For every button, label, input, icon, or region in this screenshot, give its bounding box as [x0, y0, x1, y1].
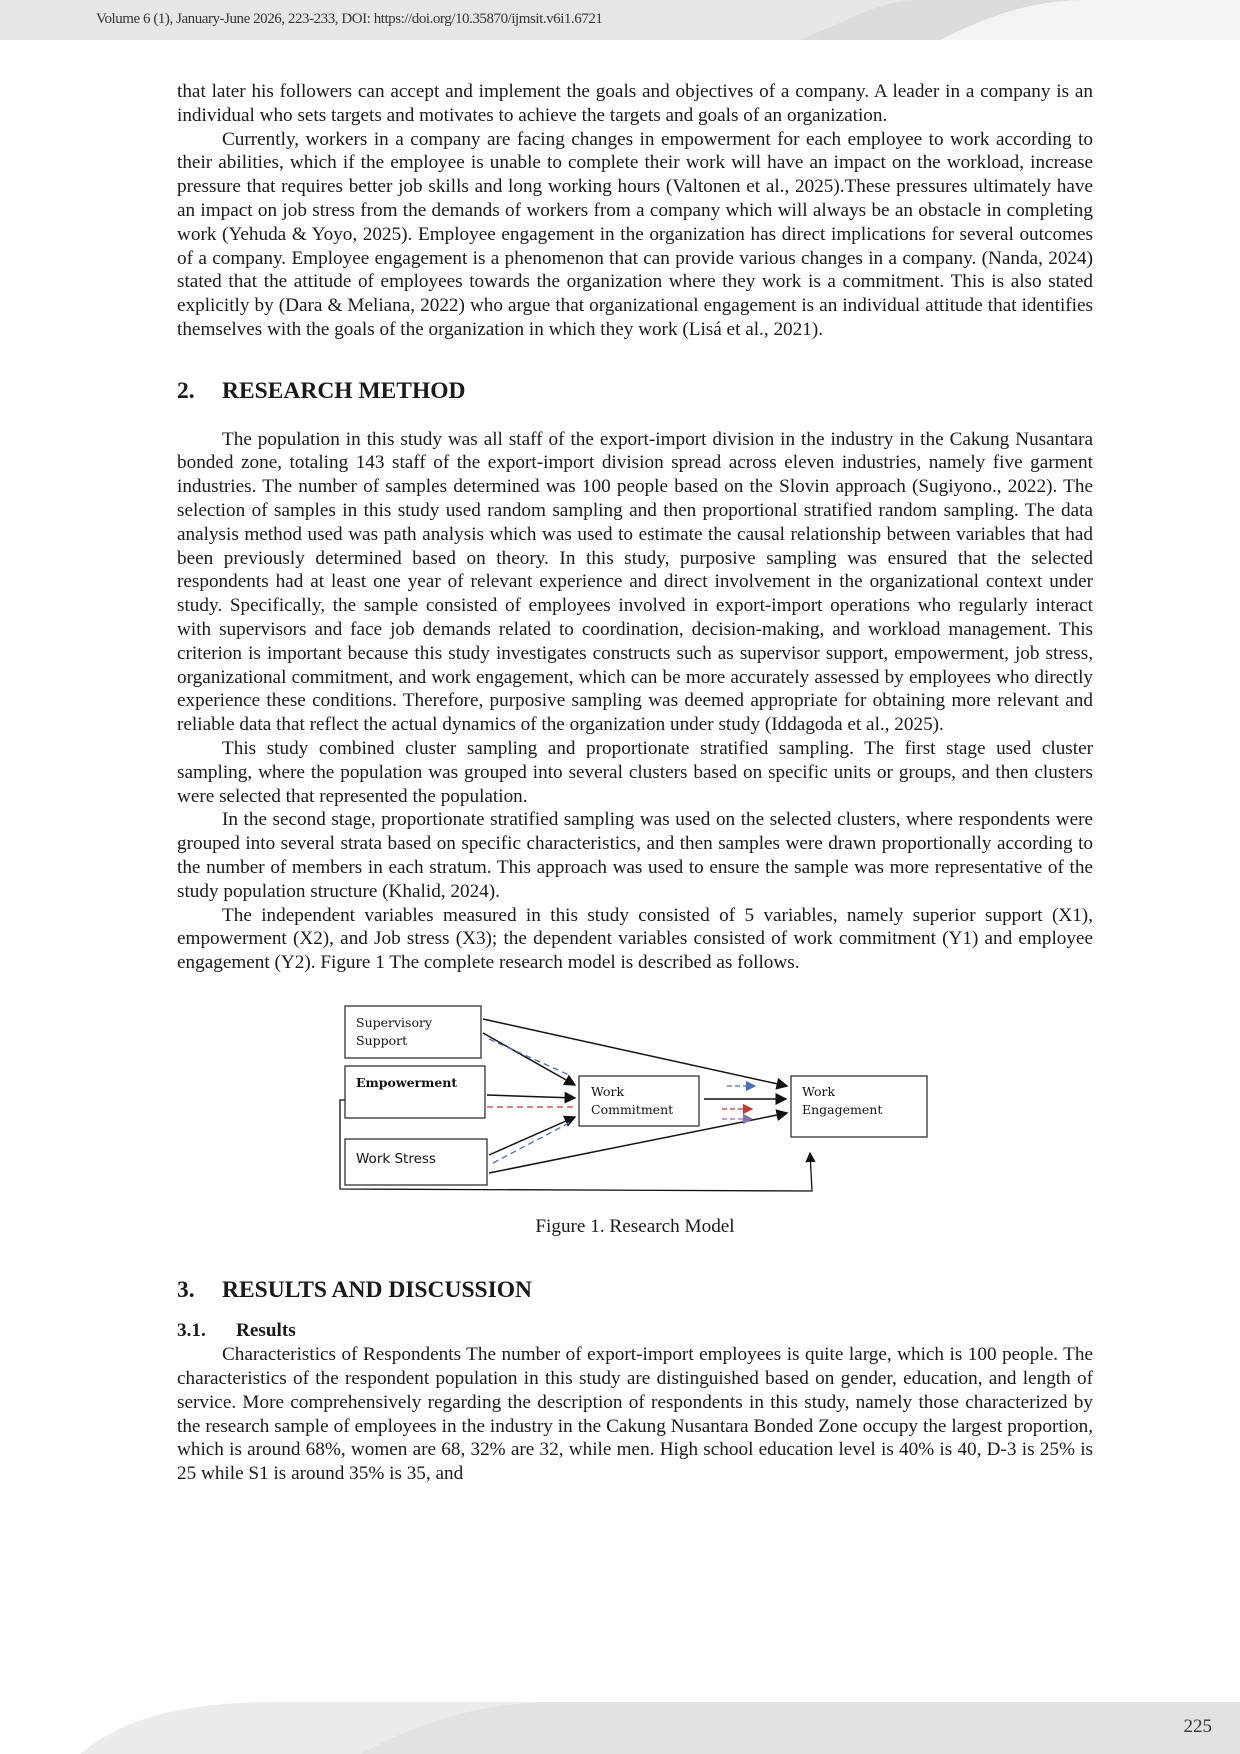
subsection-3-1-number: 3.1.	[177, 1320, 206, 1342]
header-wave-decoration	[620, 0, 1240, 40]
method-paragraph-1: The population in this study was all staff of the export-import division in the industry in the Cakung Nusantara bonded zone, totaling 143 staff of the export-import division spread across eleven industries, namely five garment industries. The number of samples determined was 100 people based on the Slovin approach (Sugiyono., 2022). The selection of samples in this study used random sampling and then proportional stratified random sampling. The data analysis method used was path analysis which was used to estimate the causal relationship between variables that had been previously determined based on theory. In this study, purposive sampling was ensured that the selected respondents had at least one year of relevant experience and direct involvement in the organizational context under study. Specifically, the sample consisted of employees involved in export-import operations who regularly interact with supervisors and face job demands related to coordination, decision-making, and workload management. This criterion is important because this study investigates constructs such as supervisor support, empowerment, job stress, organizational commitment, and work engagement, which can be more accurately assessed by employees who directly experience these conditions. Therefore, purposive sampling was deemed appropriate for obtaining more relevant and reliable data that reflect the actual dynamics of the organization under study (Iddagoda et al., 2025).	[177, 428, 1093, 736]
section-2-number: 2.	[177, 377, 195, 404]
method-paragraph-3: In the second stage, proportionate stratified sampling was used on the selected clusters, where respondents were grouped into several strata based on specific characteristics, and then samples were drawn proportionally according to the number of members in each stratum. This approach was used to ensure the sample was more representative of the study population structure (Khalid, 2024).	[177, 809, 1093, 902]
work-commitment-label-1: Work	[591, 1083, 625, 1099]
figure-caption: Figure 1. Research Model	[535, 1215, 735, 1237]
section-3-title: RESULTS AND DISCUSSION	[222, 1276, 532, 1303]
work-engagement-label-2: Engagement	[802, 1101, 883, 1117]
empowerment-box	[345, 1066, 485, 1118]
supervisory-support-box	[345, 1006, 481, 1058]
dashed-arrow-supervisory-blue	[489, 1039, 569, 1075]
subsection-3-1-title: Results	[236, 1320, 296, 1342]
work-engagement-label-1: Work	[802, 1083, 836, 1099]
running-header	[0, 0, 1240, 40]
page-body	[177, 80, 1093, 1486]
method-paragraph-4: The independent variables measured in this study consisted of 5 variables, namely superior support (X1), empowerment (X2), and Job stress (X3); the dependent variables consisted of work commitment (Y1) and employee engagement (Y2). Figure 1 The complete research model is described as follows.	[177, 904, 1093, 974]
arrow-supervisory-to-commitment	[483, 1033, 575, 1085]
dashed-arrow-stress-blue	[493, 1123, 569, 1163]
section-2-title: RESEARCH METHOD	[222, 377, 466, 404]
running-head-text: Volume 6 (1), January-June 2026, 223-233, DOI: https://doi.org/10.35870/ijmsit.v6i1.6721	[96, 11, 603, 27]
research-model-figure	[177, 995, 1093, 1215]
method-paragraph-2: This study combined cluster sampling and proportionate stratified sampling. The first stage used cluster sampling, where the population was grouped into several clusters based on specific units or groups, and then clusters were selected that represented the population.	[177, 737, 1093, 807]
arrow-stress-to-commitment	[489, 1117, 575, 1155]
intro-paragraph-1: that later his followers can accept and implement the goals and objectives of a company. A leader in a company is an individual who sets targets and motivates to achieve the targets and goals of an organization.	[177, 81, 1093, 126]
empowerment-label: Empowerment	[356, 1074, 458, 1090]
intro-paragraph-2: Currently, workers in a company are facing changes in empowerment for each employee to work according to their abilities, which if the employee is unable to complete their work will have an impact on the workload, increase pressure that requires better job skills and long working hours (Valtonen et al., 2025).These pressures ultimately have an impact on job stress from the demands of workers from a company which will always be an obstacle in completing work (Yehuda & Yoyo, 2025). Employee engagement in the organization has direct implications for several outcomes of a company. Employee engagement is a phenomenon that can provide various changes in a company. (Nanda, 2024) stated that the attitude of employees towards the organization where they work is a commitment. This is also stated explicitly by (Dara & Meliana, 2022) who argue that organizational engagement is an individual attitude that identifies themselves with the goals of the organization in which they work (Lisá et al., 2021).	[177, 128, 1093, 340]
work-commitment-label-2: Commitment	[591, 1101, 674, 1117]
page-number: 225	[1183, 1716, 1212, 1737]
section-3-number: 3.	[177, 1276, 195, 1303]
section-3-heading	[177, 1276, 1093, 1303]
research-model-diagram	[177, 995, 1093, 1213]
arrow-empowerment-to-commitment	[487, 1095, 575, 1098]
results-paragraph-1: Characteristics of Respondents The number of export-import employees is quite large, which is 100 people. The characteristics of the respondent population in this study are distinguished based on gender, education, and length of service. More comprehensively regarding the description of respondents in this study, namely those characterized by the research sample of employees in the industry in the Cakung Nusantara Bonded Zone occupy the largest proportion, which is around 68%, women are 68, 32% are 32, while men. High school education level is 40% is 40, D-3 is 25% is 25 while S1 is around 35% is 35, and	[177, 1344, 1093, 1485]
subsection-3-1-heading	[177, 1319, 1093, 1343]
supervisory-support-label-1: Supervisory	[356, 1014, 433, 1030]
section-2-heading	[177, 377, 1093, 404]
footer-wave-decoration	[0, 1702, 1240, 1754]
work-stress-label: Work Stress	[356, 1150, 436, 1167]
supervisory-support-label-2: Support	[356, 1032, 408, 1048]
